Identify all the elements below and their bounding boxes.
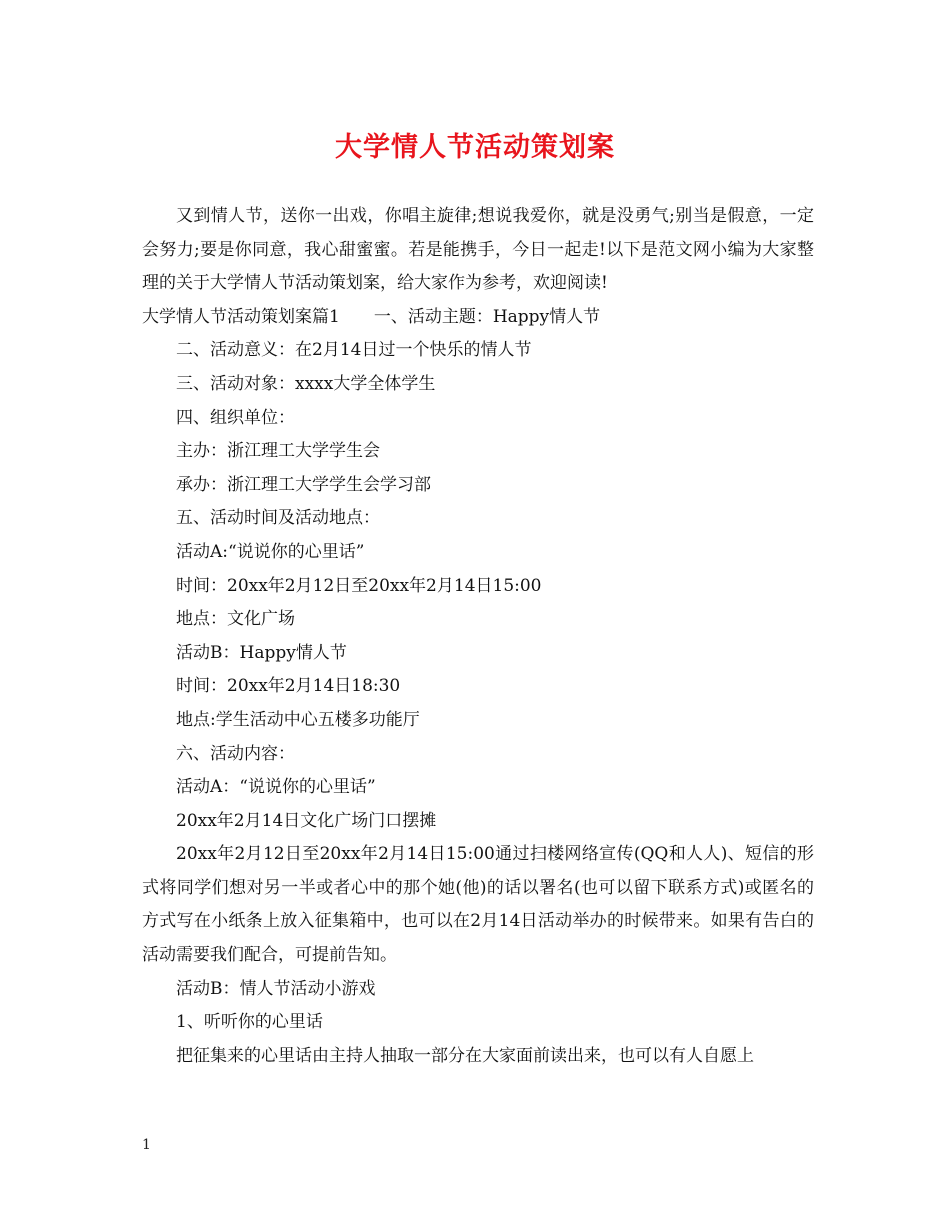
text-line: 20xx年2月14日文化广场门口摆摊 (176, 810, 437, 831)
text-line: 二、活动意义：在2月14日过一个快乐的情人节 (176, 340, 532, 361)
text-line: 时间：20xx年2月14日18:30 (176, 676, 401, 697)
text-line: 六、活动内容： (176, 743, 295, 764)
text-line: 活动A:“说说你的心里话” (176, 541, 365, 562)
text-line: 主办：浙江理工大学学生会 (176, 441, 380, 462)
text-line: 活动B：Happy情人节 (176, 642, 347, 663)
text-line: 地点：文化广场 (176, 609, 295, 630)
text-line: 三、活动对象：xxxx大学全体学生 (176, 373, 436, 394)
text-line: 五、活动时间及活动地点： (176, 508, 380, 529)
document-body (142, 200, 814, 1073)
text-line: 地点:学生活动中心五楼多功能厅 (176, 709, 420, 730)
publicity-paragraph: 20xx年2月12日至20xx年2月14日15:00通过扫楼网络宣传(QQ和人人)、短信的形式将同学们想对另一半或者心中的那个她(他)的话以署名(也可以留下联系方式)或匿名的方式写在小纸条上放入征集箱中，也可以在2月14日活动举办的时候带来。如果有告白的活动需要我们配合，可提前告知。 (142, 844, 814, 966)
text-line: 四、组织单位： (176, 407, 295, 428)
text-line: 活动A：“说说你的心里话” (176, 777, 376, 798)
text-line: 承办：浙江理工大学学生会学习部 (176, 474, 431, 495)
page-number: 1 (142, 1137, 151, 1153)
text-line: 时间：20xx年2月12日至20xx年2月14日15:00 (176, 575, 542, 596)
last-paragraph: 把征集来的心里话由主持人抽取一部分在大家面前读出来，也可以有人自愿上 (176, 1045, 754, 1066)
text-line-section-1: 大学情人节活动策划案篇1 一、活动主题：Happy情人节 (142, 306, 601, 327)
text-line: 1、听听你的心里话 (176, 1012, 323, 1033)
text-line: 活动B：情人节活动小游戏 (176, 978, 376, 999)
document-title: 大学情人节活动策划案 (335, 132, 615, 163)
intro-paragraph: 又到情人节，送你一出戏，你唱主旋律;想说我爱你，就是没勇气;别当是假意，一定会努力;要是你同意，我心甜蜜蜜。若是能携手，今日一起走!以下是范文网小编为大家整理的关于大学情人节活动策划案，给大家作为参考，欢迎阅读! (142, 206, 814, 294)
